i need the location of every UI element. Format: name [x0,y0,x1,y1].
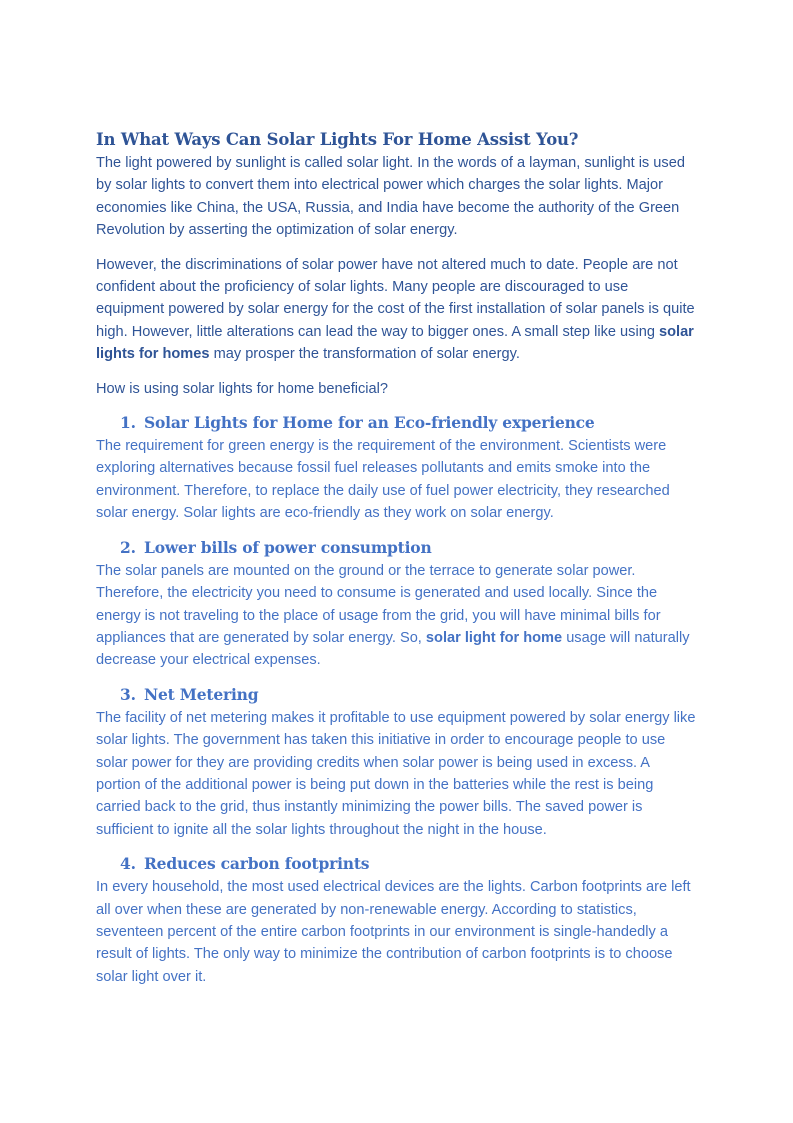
section-body: The facility of net metering makes it profitable to use equipment powered by solar energy like solar lights. The government has taken this initiative in order to encourage people to use solar power for they are providing credits when solar power is being used in excess. A portion of the additional power is being put down in the batteries while the rest is being carried back to the grid, thus instantly minimizing the power bills. The saved power is sufficient to ignite all the solar lights throughout the night in the house. [96,709,696,838]
intro-paragraph-2-emphasis: solar lights for homes [96,323,694,363]
section-2 [96,537,696,672]
section-number: 2. [120,537,136,557]
section-heading-text: Net Metering [144,684,259,704]
intro-paragraph-1: The light powered by sunlight is called solar light. In the words of a layman, sunlight is used by solar lights to convert them into electrical power which charges the solar lights. Major economies like China, the USA, Russia, and India have become the authority of the Green Revolution by asserting the optimization of solar energy. [96,155,685,239]
section-heading-text: Reduces carbon footprints [144,854,370,874]
section-body-text: The solar panels are mounted on the ground or the terrace to generate solar power. Therefore, the electricity you need to consume is generated and used locally. Since the energy is not traveling to the place of usage from the grid, you will have minimal bills for appliances that are generated by solar energy. So, [96,562,661,646]
section-3 [96,684,696,841]
section-body-text-end: usage will naturally decrease your electrical expenses. [96,629,690,669]
section-heading [96,684,696,706]
section-heading-text: Lower bills of power consumption [144,537,432,557]
document-page [96,128,696,988]
section-heading-text: Solar Lights for Home for an Eco-friendly experience [144,413,595,433]
section-4 [96,853,696,988]
intro-paragraph-2 [96,254,696,366]
section-body: In every household, the most used electrical devices are the lights. Carbon footprints are left all over when these are generated by non-renewable energy. According to statistics, seventeen percent of the entire carbon footprints in our environment is single-handedly a result of lights. The only way to minimize the contribution of carbon footprints is to choose solar light over it. [96,879,691,985]
intro-question: How is using solar lights for home beneficial? [96,380,389,397]
section-heading [96,412,696,434]
document-title: In What Ways Can Solar Lights For Home Assist You? [96,130,579,149]
section-heading [96,537,696,559]
section-body [96,560,696,672]
section-body-emphasis: solar light for home [425,629,563,646]
section-number: 4. [120,854,136,874]
section-1 [96,412,696,525]
section-heading [96,853,696,875]
section-number: 1. [120,413,136,433]
section-number: 3. [120,684,136,704]
intro-paragraph-2-text-end: may prosper the transformation of solar energy. [209,346,520,363]
intro-paragraph-2-text: However, the discriminations of solar power have not altered much to date. People are not confident about the proficiency of solar lights. Many people are discouraged to use equipment powered by solar energy for the cost of the first installation of solar panels is quite high. However, little alterations can lead the way to bigger ones. A small step like using [96,256,695,340]
section-body: The requirement for green energy is the requirement of the environment. Scientists were exploring alternatives because fossil fuel releases pollutants and emits smoke into the environment. Therefore, to replace the daily use of fuel power electricity, they researched solar energy. Solar lights are eco-friendly as they work on solar energy. [96,438,670,522]
